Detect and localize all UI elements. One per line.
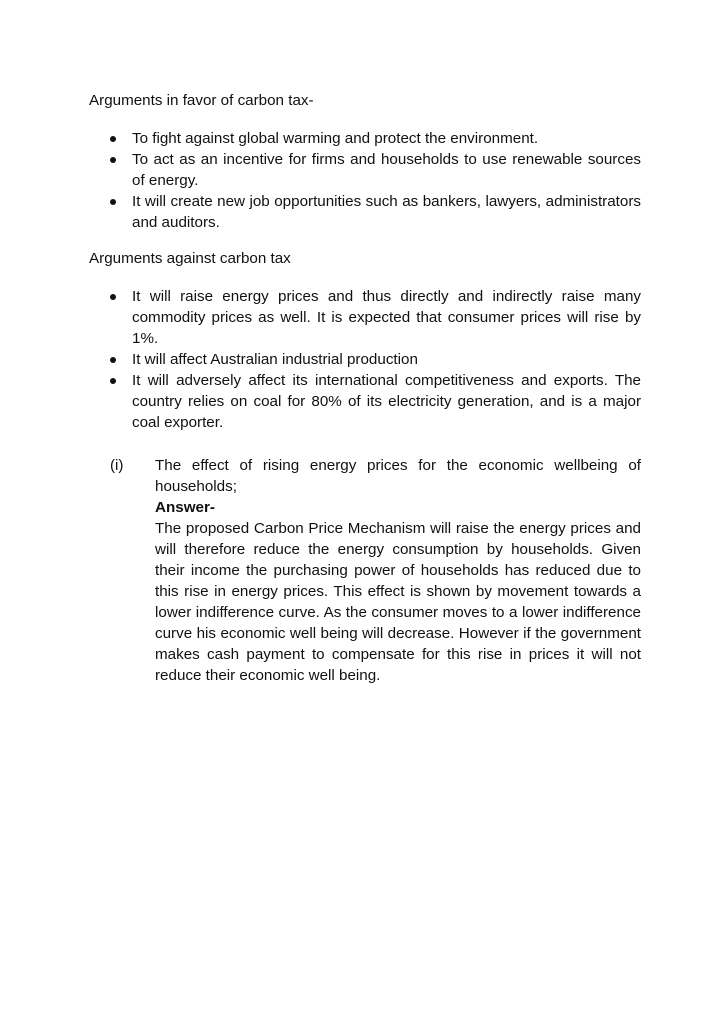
favor-item [89,149,641,191]
against-item [89,349,641,370]
against-item [89,370,641,433]
against-item-text: It will adversely affect its international competitiveness and exports. The country relies on coal for 80% of its electricity generation, and is a major coal exporter. [132,372,641,431]
bullet-icon [110,199,116,205]
favor-list [89,128,641,233]
favor-item [89,128,641,149]
favor-item-text: To act as an incentive for firms and households to use renewable sources of energy. [132,151,641,189]
against-item [89,286,641,349]
question-block [89,455,641,686]
favor-item [89,191,641,233]
document-content [89,90,641,686]
answer-label: Answer- [155,499,215,516]
favor-item-text: It will create new job opportunities such as bankers, lawyers, administrators and auditors. [132,193,641,231]
question-marker: (i) [110,457,124,474]
answer-text: The proposed Carbon Price Mechanism will raise the energy prices and will therefore reduce the energy consumption by households. Given their income the purchasing power of households has reduced due to this rise in energy prices. This effect is shown by movement towards a lower indifference curve. As the consumer moves to a lower indifference curve his economic well being will decrease. However if the government makes cash payment to compensate for this rise in prices it will not reduce their economic well being. [155,520,641,684]
bullet-icon [110,157,116,163]
bullet-icon [110,357,116,363]
favor-item-text: To fight against global warming and protect the environment. [132,130,539,147]
against-list [89,286,641,433]
question-text: The effect of rising energy prices for the economic wellbeing of households; [155,457,641,495]
bullet-icon [110,378,116,384]
bullet-icon [110,294,116,300]
against-item-text: It will raise energy prices and thus directly and indirectly raise many commodity prices as well. It is expected that consumer prices will rise by 1%. [132,288,641,347]
against-heading: Arguments against carbon tax [89,250,291,267]
favor-heading: Arguments in favor of carbon tax- [89,92,314,109]
against-item-text: It will affect Australian industrial production [132,351,418,368]
bullet-icon [110,136,116,142]
